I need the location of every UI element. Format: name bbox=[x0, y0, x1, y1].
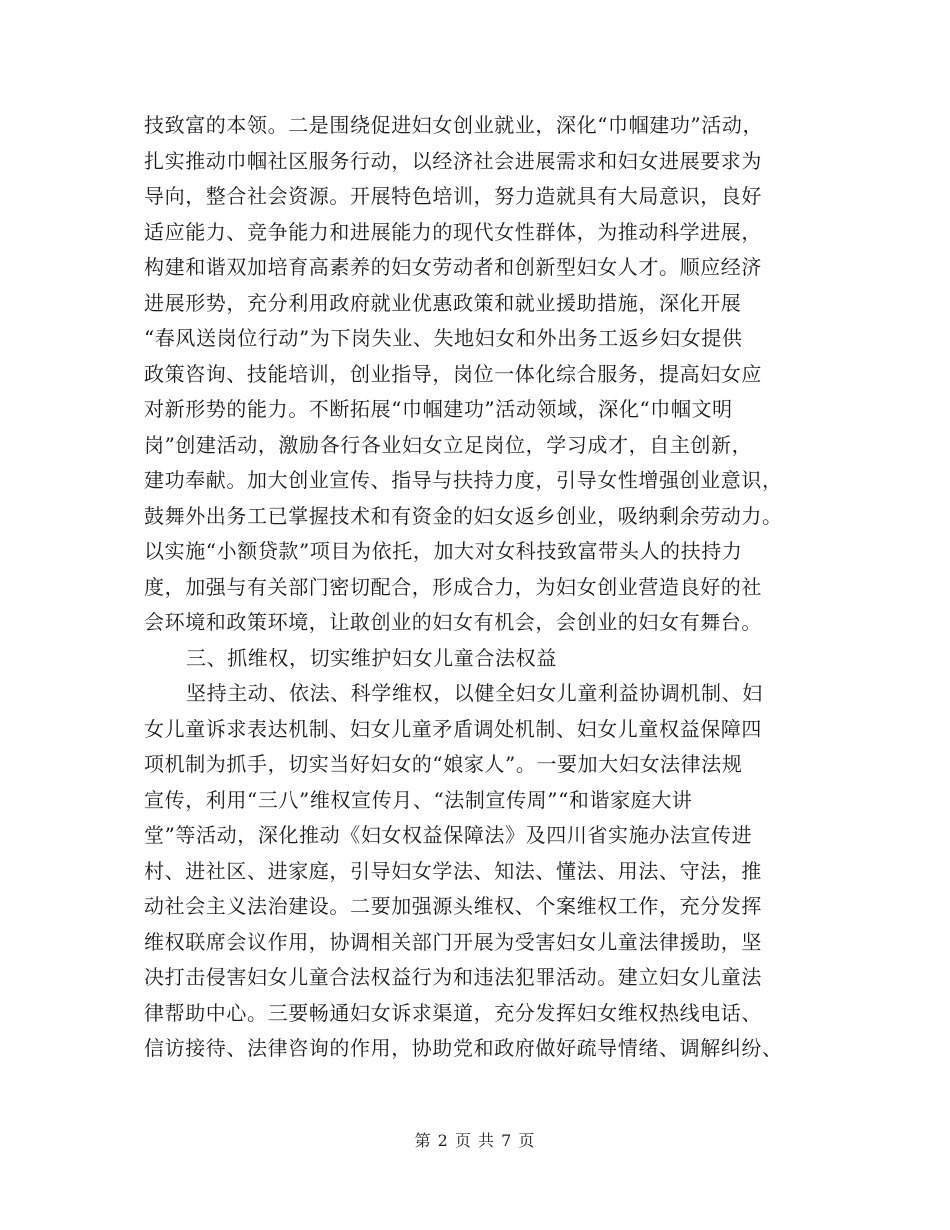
text-line: “春风送岗位行动”为下岗失业、失地妇女和外出务工返乡妇女提供 bbox=[144, 326, 743, 350]
section-heading: 三、抓维权，切实维护妇女儿童合法权益 bbox=[186, 645, 557, 670]
text-line: 度，加强与有关部门密切配合，形成合力，为妇女创业营造良好的社 bbox=[144, 574, 762, 599]
text-line: 律帮助中心。三要畅通妇女诉求渠道，充分发挥妇女维权热线电话、 bbox=[144, 1000, 762, 1025]
text-line: 会环境和政策环境，让敢创业的妇女有机会，会创业的妇女有舞台。 bbox=[144, 610, 762, 634]
text-line: 项机制为抓手，切实当好妇女的“娘家人”。一要加大妇女法律法规 bbox=[144, 752, 743, 776]
text-line: 扎实推动巾帼社区服务行动，以经济社会进展需求和妇女进展要求为 bbox=[144, 148, 762, 173]
text-line: 决打击侵害妇女儿童合法权益行为和违法犯罪活动。建立妇女儿童法 bbox=[144, 965, 762, 989]
text-line: 宣传，利用“三八”维权宣传月、“法制宣传周”“和谐家庭大讲 bbox=[144, 787, 693, 812]
text-line: 建功奉献。加大创业宣传、指导与扶持力度，引导女性增强创业意识， bbox=[144, 468, 783, 492]
page-number-footer: 第 2 页 共 7 页 bbox=[414, 1131, 536, 1150]
text-line: 适应能力、竞争能力和进展能力的现代女性群体，为推动科学进展， bbox=[144, 219, 762, 244]
text-line: 进展形势，充分利用政府就业优惠政策和就业援助措施，深化开展 bbox=[144, 290, 742, 315]
text-line: 维权联席会议作用，协调相关部门开展为受害妇女儿童法律援助，坚 bbox=[144, 929, 762, 954]
text-line: 鼓舞外出务工已掌握技术和有资金的妇女返乡创业，吸纳剩余劳动力。 bbox=[144, 503, 783, 528]
text-line: 女儿童诉求表达机制、妇女儿童矛盾调处机制、妇女儿童权益保障四 bbox=[144, 716, 762, 741]
document-body bbox=[144, 108, 814, 1067]
text-line: 政策咨询、技能培训，创业指导，岗位一体化综合服务，提高妇女应 bbox=[144, 361, 762, 386]
text-line: 构建和谐双加培育高素养的妇女劳动者和创新型妇女人才。顺应经济 bbox=[144, 255, 762, 279]
text-line: 技致富的本领。二是围绕促进妇女创业就业，深化“巾帼建功”活动， bbox=[144, 113, 764, 137]
text-line: 以实施“小额贷款”项目为依托，加大对女科技致富带头人的扶持力 bbox=[144, 539, 743, 563]
text-line: 导向，整合社会资源。开展特色培训，努力造就具有大局意识，良好 bbox=[144, 184, 762, 208]
text-line: 信访接待、法律咨询的作用，协助党和政府做好疏导情绪、调解纠纷、 bbox=[144, 1036, 783, 1060]
text-line: 对新形势的能力。不断拓展“巾帼建功”活动领域，深化“巾帼文明 bbox=[144, 397, 733, 421]
text-line: 堂”等活动，深化推动《妇女权益保障法》及四川省实施办法宣传进 bbox=[144, 823, 753, 847]
text-line: 动社会主义法治建设。二要加强源头维权、个案维权工作，充分发挥 bbox=[144, 894, 762, 918]
paragraph-first-line: 坚持主动、依法、科学维权，以健全妇女儿童利益协调机制、妇 bbox=[186, 681, 763, 705]
text-line: 村、进社区、进家庭，引导妇女学法、知法、懂法、用法、守法，推 bbox=[144, 858, 762, 883]
text-line: 岗”创建活动，激励各行各业妇女立足岗位，学习成才，自主创新， bbox=[144, 432, 753, 457]
